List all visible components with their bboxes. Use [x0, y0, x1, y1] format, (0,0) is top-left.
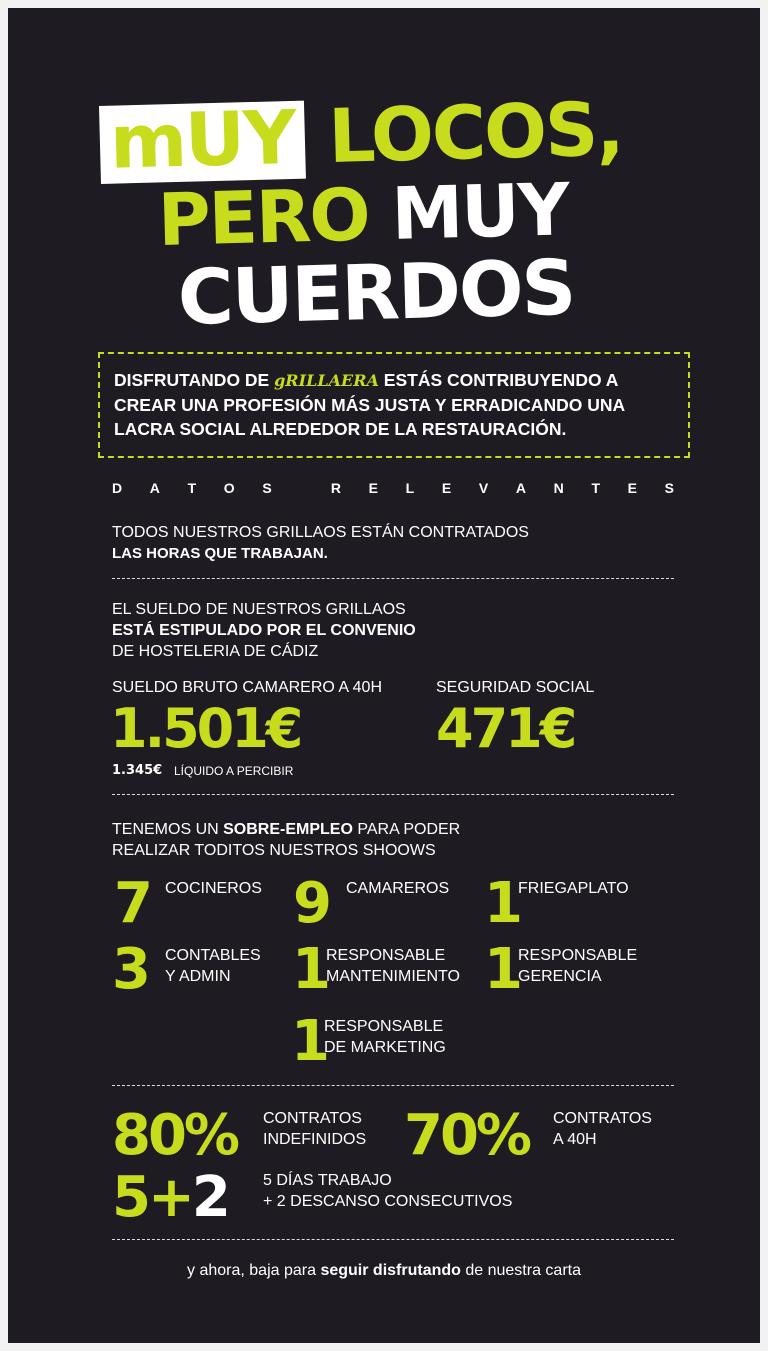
- info-card: [8, 8, 760, 1343]
- social-security-label: SEGURIDAD SOCIAL: [436, 679, 595, 696]
- section-title-letter: E: [368, 480, 378, 496]
- staff-count-marketing: 1: [291, 1009, 330, 1074]
- section-title-letter: V: [478, 480, 489, 496]
- staff-label-contables-1: CONTABLES: [165, 947, 261, 964]
- staff-label-friegaplato: FRIEGAPLATO: [518, 880, 629, 897]
- employment-bold: SOBRE-EMPLEO: [223, 821, 353, 838]
- salary-line-2: ESTÁ ESTIPULADO POR EL CONVENIO: [112, 622, 416, 639]
- section-title-letter: [299, 480, 303, 496]
- staff-count-gerencia: 1: [484, 937, 523, 1002]
- section-title-letter: D: [112, 480, 123, 496]
- staff-label-contables-2: Y ADMIN: [165, 968, 231, 985]
- staff-label-mantenimiento-2: MANTENIMIENTO: [326, 968, 460, 985]
- section-title-letter: A: [149, 480, 160, 496]
- staff-count-camareros: 9: [293, 871, 332, 936]
- schedule-label-2: + 2 DESCANSO CONSECUTIVOS: [263, 1193, 513, 1210]
- section-title-letter: T: [187, 480, 197, 496]
- headline-word-muy: MUY: [390, 167, 569, 256]
- divider: [112, 1085, 674, 1086]
- contracts-line-2: LAS HORAS QUE TRABAJAN.: [112, 545, 328, 562]
- intro-line-1: [114, 368, 674, 393]
- gross-salary-value: 1.501€: [110, 697, 301, 760]
- footer-text: [8, 1262, 760, 1280]
- footer-text-before: y ahora, baja para: [187, 1262, 316, 1279]
- intro-box: [98, 352, 690, 458]
- employment-line-2: REALIZAR TODITOS NUESTROS SHOOWS: [112, 842, 436, 859]
- net-salary-label: LÍQUIDO A PERCIBIR: [174, 764, 294, 778]
- divider: [112, 794, 674, 795]
- headline-line-3: [176, 242, 576, 342]
- employment-text: TENEMOS UN: [112, 821, 219, 838]
- section-title-letter: S: [664, 480, 674, 496]
- gross-salary-label: SUELDO BRUTO CAMARERO A 40H: [112, 679, 382, 696]
- salary-line-3: DE HOSTELERIA DE CÁDIZ: [112, 643, 319, 660]
- footer-text-bold: seguir disfrutando: [320, 1262, 461, 1279]
- headline-word-cuerdos: CUERDOS: [176, 242, 576, 342]
- staff-count-mantenimiento: 1: [292, 937, 331, 1002]
- contracts-40h-value: 70%: [404, 1103, 530, 1168]
- intro-text: ESTÁS CONTRIBUYENDO A: [383, 370, 619, 390]
- schedule-value: [112, 1165, 228, 1230]
- staff-label-cocineros: COCINEROS: [165, 880, 262, 897]
- salary-line-1: EL SUELDO DE NUESTROS GRILLAOS: [112, 601, 406, 618]
- headline-highlight: mUY: [99, 101, 306, 184]
- schedule-label-1: 5 DÍAS TRABAJO: [263, 1172, 392, 1189]
- employment-line-1: [112, 819, 460, 840]
- staff-label-mantenimiento-1: RESPONSABLE: [326, 947, 446, 964]
- section-title-letter: O: [223, 480, 235, 496]
- staff-count-cocineros: 7: [114, 871, 153, 936]
- intro-text: DISFRUTANDO DE: [114, 370, 270, 390]
- staff-count-contables: 3: [112, 937, 151, 1002]
- section-title-letter: R: [330, 480, 341, 496]
- staff-label-camareros: CAMAREROS: [346, 880, 450, 897]
- contracts-40h-label-1: CONTRATOS: [553, 1110, 652, 1127]
- staff-label-gerencia-1: RESPONSABLE: [518, 947, 638, 964]
- section-title-letter: N: [553, 480, 564, 496]
- section-title-letter: S: [262, 480, 272, 496]
- net-salary-value: 1.345€: [112, 763, 163, 778]
- indefinite-contracts-label-1: CONTRATOS: [263, 1110, 362, 1127]
- section-title-letter: E: [627, 480, 637, 496]
- section-title-letter: T: [591, 480, 600, 496]
- social-security-value: 471€: [436, 697, 575, 760]
- intro-line-3: LACRA SOCIAL ALREDEDOR DE LA RESTAURACIÓN.: [114, 419, 567, 439]
- headline-word-pero: PERO: [156, 172, 370, 262]
- section-title-letter: L: [405, 480, 415, 496]
- section-title-letter: E: [441, 480, 452, 496]
- indefinite-contracts-label-2: INDEFINIDOS: [263, 1131, 367, 1148]
- intro-line-2: CREAR UNA PROFESIÓN MÁS JUSTA Y ERRADICANDO UNA: [114, 395, 626, 415]
- indefinite-contracts-value: 80%: [112, 1103, 238, 1168]
- section-title-letter: A: [515, 480, 526, 496]
- section-title-datos-relevantes: [112, 480, 674, 496]
- headline-word-locos: LOCOS,: [327, 86, 624, 181]
- staff-count-friegaplato: 1: [484, 871, 523, 936]
- staff-label-marketing-2: DE MARKETING: [324, 1039, 446, 1056]
- staff-label-gerencia-2: GERENCIA: [518, 968, 602, 985]
- staff-label-marketing-1: RESPONSABLE: [324, 1018, 444, 1035]
- footer-text-after: de nuestra carta: [465, 1262, 581, 1279]
- contracts-40h-label-2: A 40H: [553, 1131, 597, 1148]
- schedule-value-work: 5+: [112, 1165, 192, 1230]
- employment-text: PARA PODER: [357, 821, 461, 838]
- schedule-value-rest: 2: [191, 1165, 228, 1230]
- brand-logo: gRILLAERA: [274, 371, 379, 390]
- contracts-line-1: TODOS NUESTROS GRILLAOS ESTÁN CONTRATADOS: [112, 524, 529, 541]
- divider: [112, 1239, 674, 1240]
- divider: [112, 578, 674, 579]
